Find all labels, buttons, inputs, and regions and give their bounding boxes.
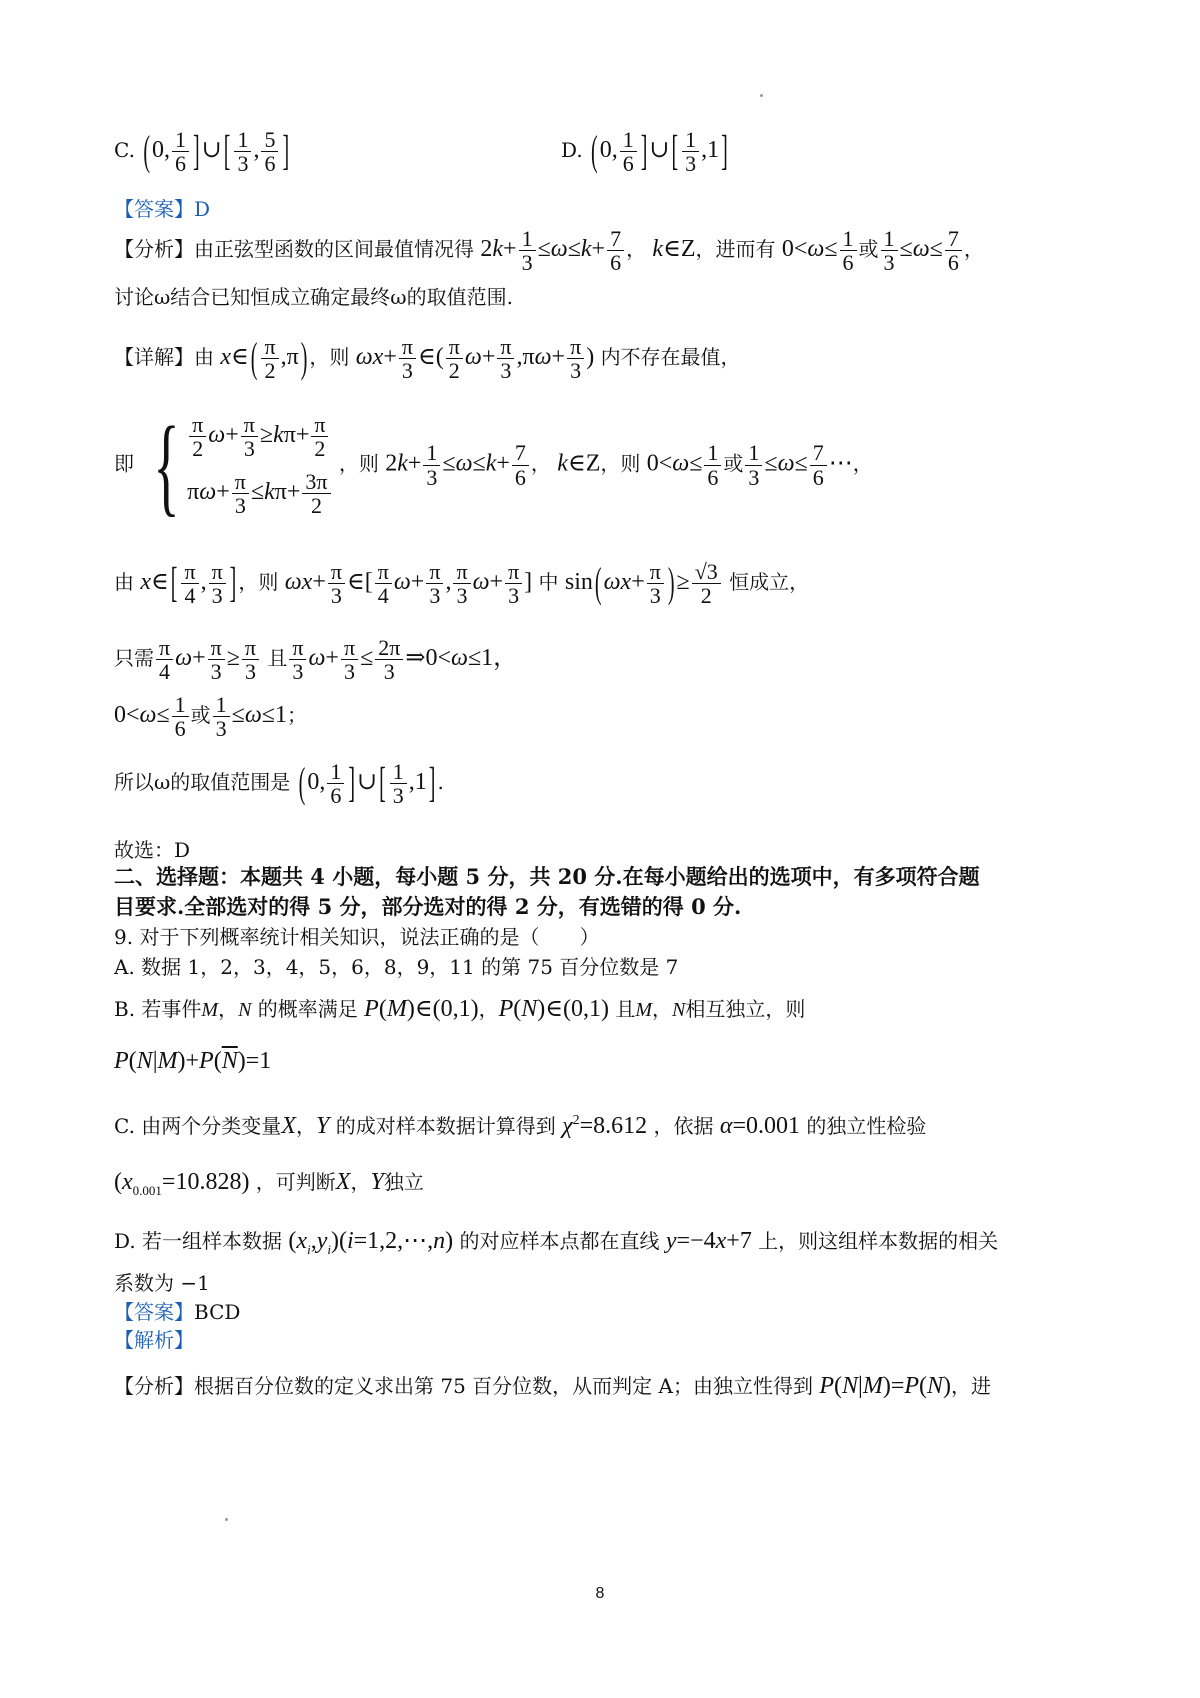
scan-speck — [760, 94, 763, 97]
option-c: C. (0, $\frac{1}{6}$ ]∪ [ $\frac{1}{3}$ , $\frac{5}{6}$ ] — [114, 127, 290, 177]
question-9-option-b: B. 若事件M，N 的概率满足 P(M)∈(0,1)，P(N)∈(0,1) 且M，N相互独立，则 — [114, 996, 806, 1022]
section-heading-line-1: 二、选择题：本题共 4 小题，每小题 5 分，共 20 分.在每小题给出的选项中，有多项符合题 — [114, 864, 980, 889]
condition-line: 只需 $\frac{\pi}{4}$ ω+ $\frac{\pi}{3}$ ≥ $\frac{\pi}{3}$ 且 $\frac{\pi}{3}$ ω+ $\frac{\pi}{3}$ ≤ $\frac{2\pi}{3}$ ⇒0<ω≤1， — [114, 635, 518, 685]
solution-tag: 【解析】 — [114, 1328, 194, 1352]
question-9-option-a: A. 数据 1，2，3，4，5，6，8，9，11 的第 75 百分位数是 7 — [114, 955, 679, 979]
question-9-option-c: C. 由两个分类变量X，Y 的成对样本数据计算得到 $\chi^2=8.612$ ，依据 α=0.001 的独立性检验 — [114, 1113, 927, 1139]
analysis-line-1: 【分析】由正弦型函数的区间最值情况得 2k+ $\frac{1}{3}$ ≤ω≤k+ $\frac{7}{6}$ ， k∈Z，进而有 0<ω≤ $\frac{1}{6}$ 或 $\frac{1}{3}$ ≤ω≤ $\frac{7}{6}$ ， — [114, 226, 984, 276]
equation-system: { $\frac{\pi}{2}$ ω+ $\frac{\pi}{3}$ ≥kπ+ $\frac{\pi}{2}$ πω+ $\frac{\pi}{3}$ ≤kπ+ $\frac{3\pi}{2}$ — [140, 410, 332, 520]
analysis-line-2: 讨论ω结合已知恒成立确定最终ω的取值范围. — [114, 285, 513, 309]
combined-range-line: 0<ω≤ $\frac{1}{6}$ 或 $\frac{1}{3}$ ≤ω≤1； — [114, 692, 307, 742]
scan-speck — [225, 1518, 228, 1521]
section-heading-line-2: 目要求.全部选对的得 5 分，部分选对的得 2 分，有选错的得 0 分. — [114, 894, 742, 919]
question-9: 9. 对于下列概率统计相关知识，说法正确的是（ ） — [114, 925, 600, 949]
analysis-2: 【分析】根据百分位数的定义求出第 75 百分位数，从而判定 A；由独立性得到 P(N|M)=P(N)，进 — [114, 1373, 992, 1399]
answer-1: 【答案】D — [114, 197, 211, 221]
choice-line: 故选：D — [114, 838, 191, 862]
question-9-option-b-formula: $P(N|M)+P(\overline{N})=1$ — [114, 1048, 272, 1074]
detail-line-1: 【详解】由 x∈ ( $\frac{\pi}{2}$ ,π ) ，则 ωx+ $\frac{\pi}{3}$ ∈( $\frac{\pi}{2}$ ω+ $\frac{\pi}{3}$ ,πω+ $\frac{\pi}{3}$ ) 内不存在最值， — [114, 334, 741, 384]
conclusion-line: 所以ω的取值范围是 (0, $\frac{1}{6}$ ]∪ [ $\frac{1}{3}$ ,1 ] . — [114, 759, 444, 809]
question-9-option-c-line-2: $(x_{0.001}=10.828)$ ，可判断X，Y独立 — [114, 1169, 424, 1198]
question-9-option-d-line-2: 系数为 −1 — [114, 1271, 210, 1295]
page-number: 8 — [595, 1585, 605, 1602]
option-d: D. (0, $\frac{1}{6}$ ]∪ [ $\frac{1}{3}$ ,1 ] — [561, 127, 728, 177]
question-9-option-d: D. 若一组样本数据 $(x_i,y_i)(i=1,2,\cdots,n)$ 的对应样本点都在直线 y=−4x+7 上，则这组样本数据的相关 — [114, 1228, 999, 1257]
answer-2: 【答案】BCD — [114, 1300, 241, 1324]
system-line: 即 { $\frac{\pi}{2}$ ω+ $\frac{\pi}{3}$ ≥kπ+ $\frac{\pi}{2}$ πω+ $\frac{\pi}{3}$ ≤kπ+ $\frac{3\pi}{2}$ ，则 2k+ $\frac{1}{3}$ ≤ω≤k+ $\frac{7}{6}$ ， k∈Z，则 0<ω≤ $\frac{1}{6}$ 或 $\frac{1}{3}$ ≤ω≤ $\frac{7}{6}$ ⋯， — [114, 404, 873, 526]
given-interval-line: 由 x∈ [ $\frac{\pi}{4}$ , $\frac{\pi}{3}$ ] ，则 ωx+ $\frac{\pi}{3}$ ∈[ $\frac{\pi}{4}$ ω+ $\frac{\pi}{3}$ , $\frac{\pi}{3}$ ω+ $\frac{\pi}{3}$ ] 中 sin (ωx+ $\frac{\pi}{3}$ )≥ $\frac{√3}{2}$ 恒成立， — [114, 559, 810, 609]
